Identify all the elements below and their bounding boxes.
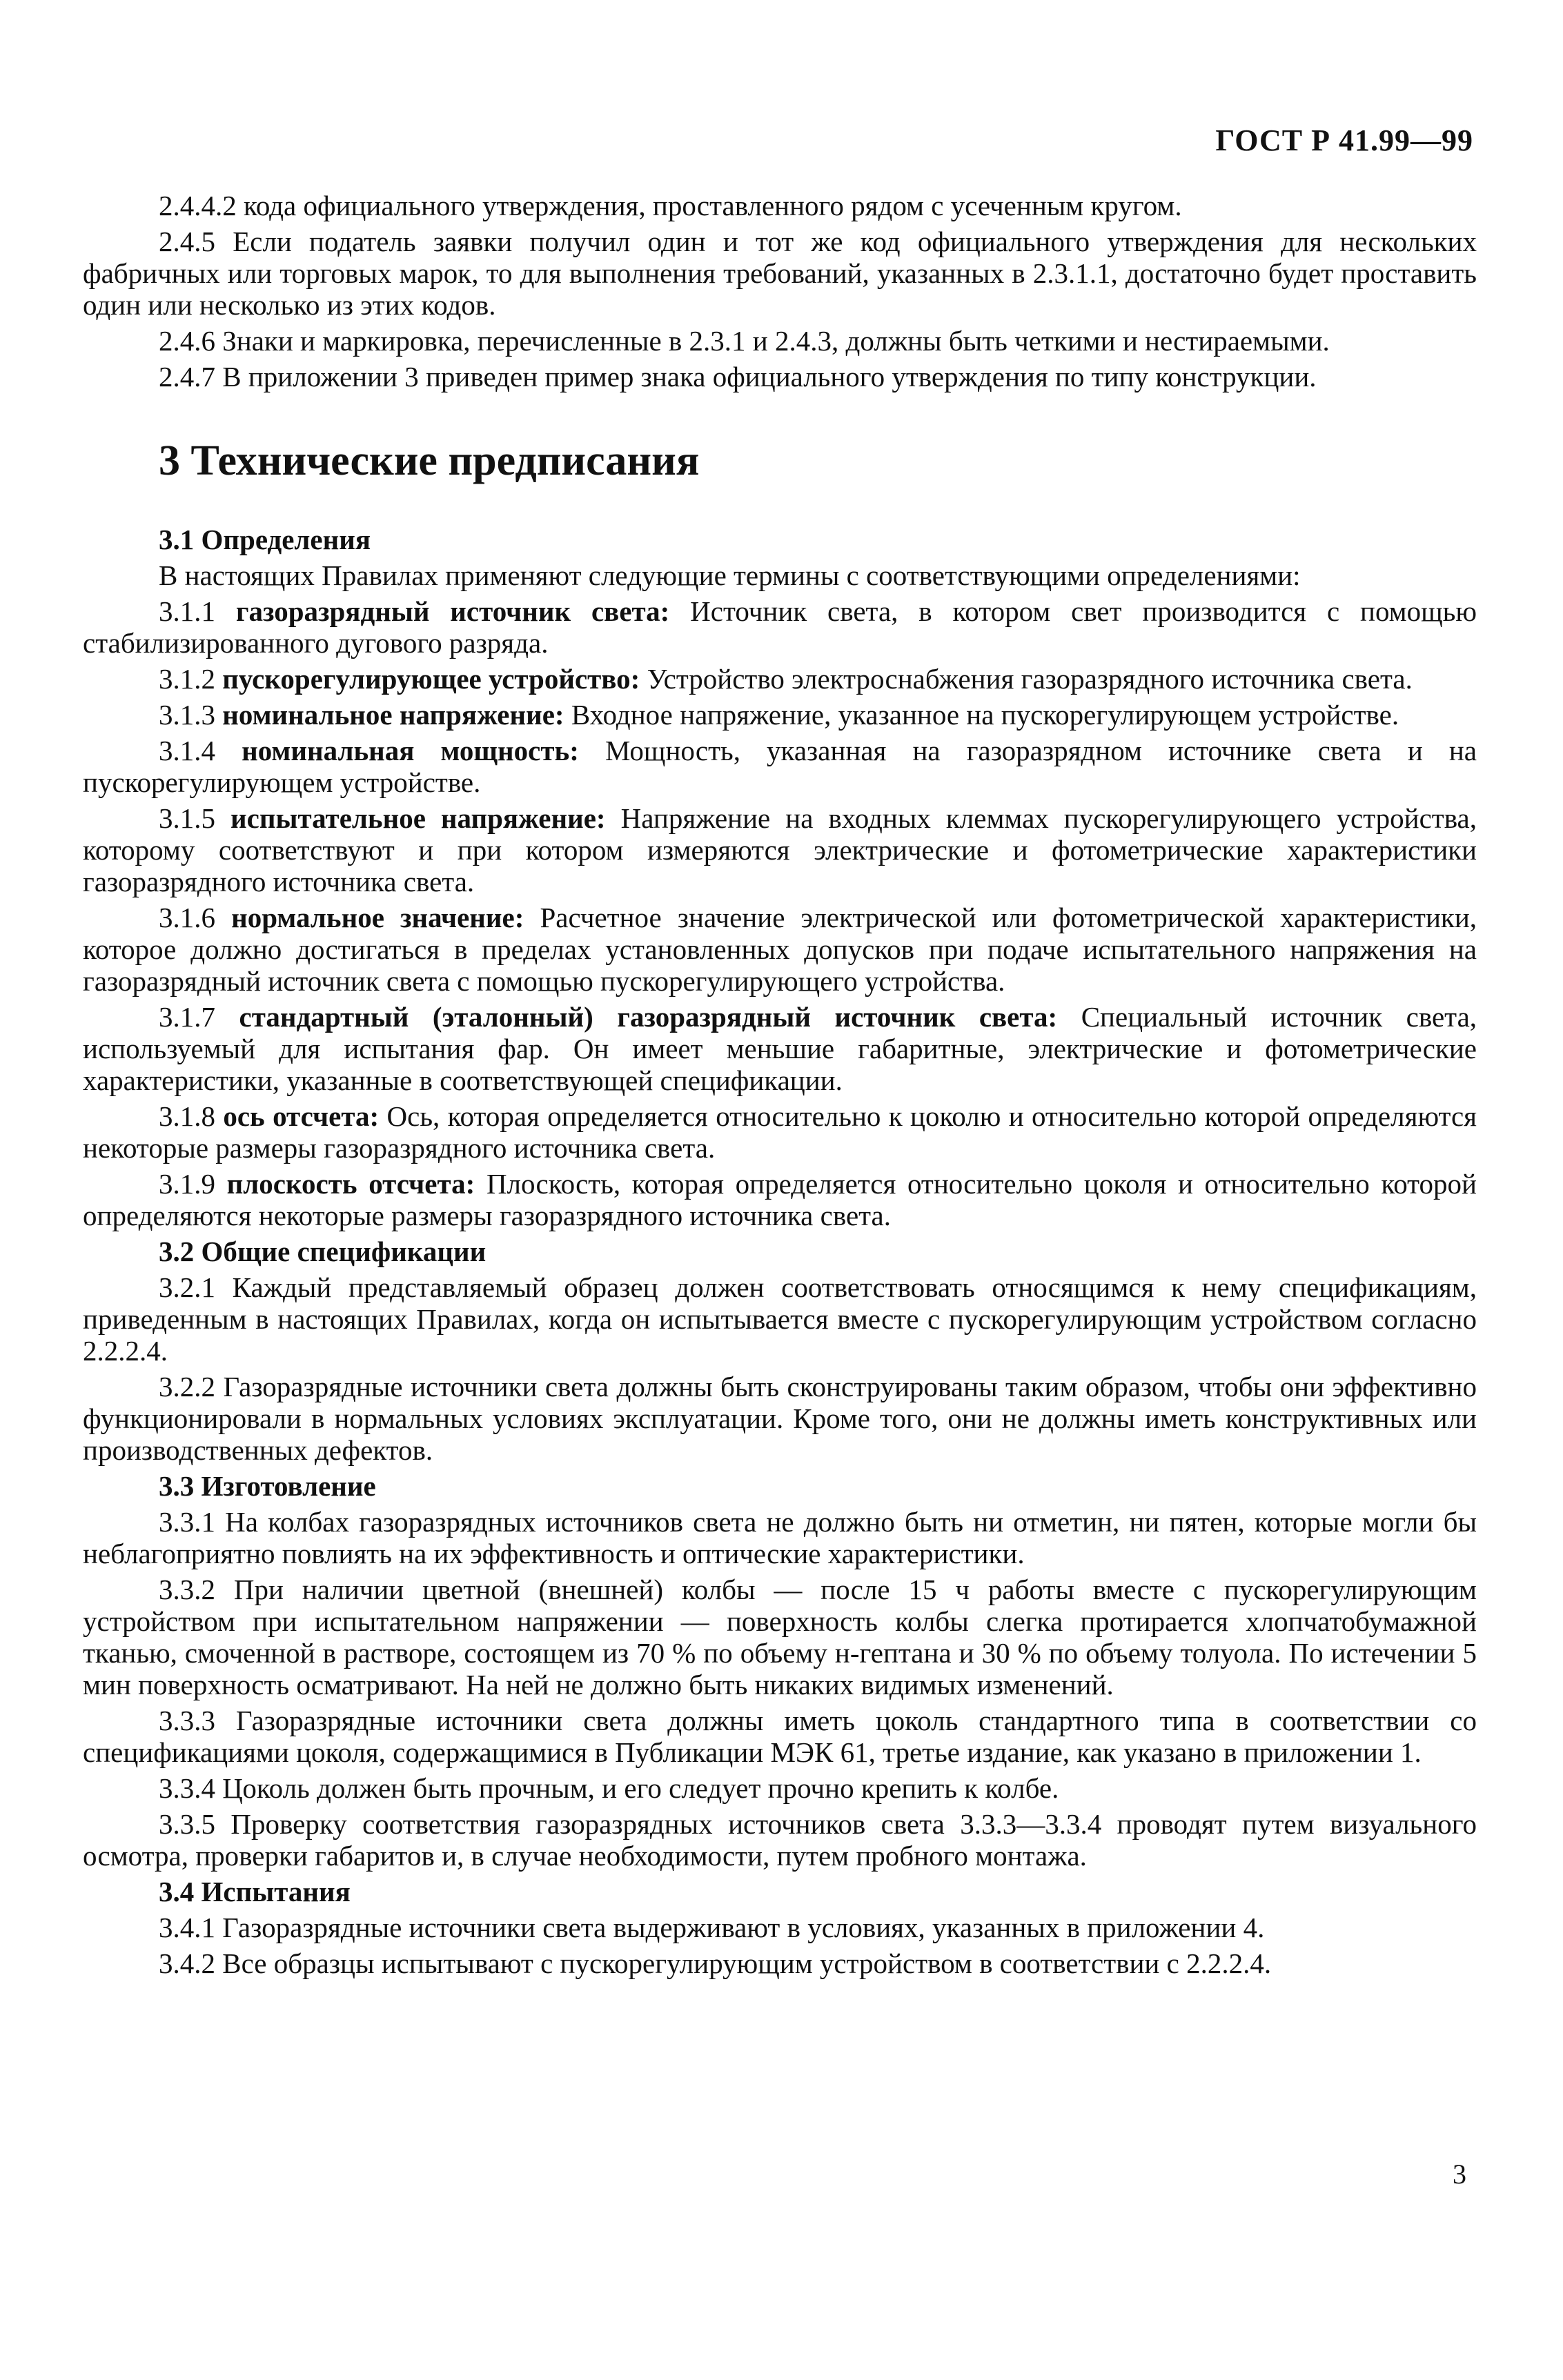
definition-term: газоразрядный источник света: <box>235 595 670 627</box>
definition-item: 3.1.1 газоразрядный источник света: Источник света, в котором свет производится с помощью стабилизированного дугового разряда. <box>83 595 1477 659</box>
paragraph-3-4-1: 3.4.1 Газоразрядные источники света выдерживают в условиях, указанных в приложении 4. <box>159 1912 1265 1943</box>
definition-item: 3.1.3 номинальное напряжение: Входное напряжение, указанное на пускорегулирующем устройстве. <box>159 699 1399 731</box>
definition-item: 3.1.8 ось отсчета: Ось, которая определяется относительно к цоколю и относительно которой определяются некоторые размеры газоразрядного источника света. <box>83 1100 1477 1164</box>
definition-term: номинальное напряжение: <box>222 699 564 731</box>
definition-item: 3.1.4 номинальная мощность: Мощность, указанная на газоразрядном источнике света и на пускорегулирующем устройстве. <box>83 735 1477 798</box>
subsection-3-3-title: 3.3 Изготовление <box>159 1470 376 1502</box>
subsection-3-2-title: 3.2 Общие спецификации <box>159 1236 486 1267</box>
page-number: 3 <box>1453 2159 1466 2190</box>
definitions-intro: В настоящих Правилах применяют следующие термины с соответствующими определениями: <box>159 559 1301 591</box>
paragraph-3-4-2: 3.4.2 Все образцы испытывают с пускорегулирующим устройством в соответствии с 2.2.2.4. <box>159 1947 1272 1979</box>
subsection-3-4-title: 3.4 Испытания <box>159 1876 351 1907</box>
definition-item: 3.1.6 нормальное значение: Расчетное значение электрической или фотометрической характеристики, которое должно достигаться в пределах установленных допусков при подаче испытательного напряжения на газоразрядный источник света с помощью пускорегулирующего устройства. <box>83 902 1477 997</box>
paragraph-2-4-5: 2.4.5 Если податель заявки получил один и тот же код официального утверждения для нескольких фабричных или торговых марок, то для выполнения требований, указанных в 2.3.1.1, достаточно будет проставить один или несколько из этих кодов. <box>83 226 1477 321</box>
subsection-3-1-title: 3.1 Определения <box>159 524 371 555</box>
definition-item: 3.1.5 испытательное напряжение: Напряжение на входных клеммах пускорегулирующего устройства, которому соответствуют и при котором измеряются электрические и фотометрические характеристики газоразрядного источника света. <box>83 802 1477 898</box>
definition-term: номинальная мощность: <box>242 735 579 766</box>
section-3-title: 3 Технические предписания <box>159 437 700 484</box>
definition-item: 3.1.2 пускорегулирующее устройство: Устройство электроснабжения газоразрядного источника света. <box>159 663 1413 695</box>
definition-item: 3.1.7 стандартный (эталонный) газоразрядный источник света: Специальный источник света, используемый для испытания фар. Он имеет меньшие габаритные, электрические и фотометрические характеристики, указанные в соответствующей спецификации. <box>83 1001 1477 1096</box>
paragraph-2-4-4-2: 2.4.4.2 кода официального утверждения, проставленного рядом с усеченным кругом. <box>159 190 1182 221</box>
paragraph-3-3-4: 3.3.4 Цоколь должен быть прочным, и его следует прочно крепить к колбе. <box>159 1772 1059 1804</box>
definition-term: плоскость отсчета: <box>226 1168 475 1200</box>
paragraph-3-2-2: 3.2.2 Газоразрядные источники света должны быть сконструированы таким образом, чтобы они эффективно функционировали в нормальных условиях эксплуатации. Кроме того, они не должны иметь конструктивных или производственных дефектов. <box>83 1371 1477 1466</box>
paragraph-3-3-5: 3.3.5 Проверку соответствия газоразрядных источников света 3.3.3—3.3.4 проводят путем визуального осмотра, проверки габаритов и, в случае необходимости, путем пробного монтажа. <box>83 1808 1477 1872</box>
definition-item: 3.1.9 плоскость отсчета: Плоскость, которая определяется относительно цоколя и относительно которой определяются некоторые размеры газоразрядного источника света. <box>83 1168 1477 1231</box>
paragraph-3-3-3: 3.3.3 Газоразрядные источники света должны иметь цоколь стандартного типа в соответствии со спецификациями цоколя, содержащимися в Публикации МЭК 61, третье издание, как указано в приложении 1. <box>83 1705 1477 1768</box>
definition-term: испытательное напряжение: <box>230 802 606 834</box>
paragraph-3-2-1: 3.2.1 Каждый представляемый образец должен соответствовать относящимся к нему спецификациям, приведенным в настоящих Правилах, когда он испытывается вместе с пускорегулирующим устройством согласно 2.2.2.4. <box>83 1271 1477 1367</box>
paragraph-3-3-1: 3.3.1 На колбах газоразрядных источников света не должно быть ни отметин, ни пятен, которые могли бы неблагоприятно повлиять на их эффективность и оптические характеристики. <box>83 1506 1477 1569</box>
paragraph-3-3-2: 3.3.2 При наличии цветной (внешней) колбы — после 15 ч работы вместе с пускорегулирующим устройством при испытательном напряжении — поверхность колбы слегка протирается хлопчатобумажной тканью, смоченной в растворе, состоящем из 70 % по объему н-гептана и 30 % по объему толуола. По истечении 5 мин поверхность осматривают. На ней не должно быть никаких видимых изменений. <box>83 1574 1477 1700</box>
paragraph-2-4-7: 2.4.7 В приложении 3 приведен пример знака официального утверждения по типу конструкции. <box>159 361 1317 393</box>
definition-term: стандартный (эталонный) газоразрядный источник света: <box>239 1001 1058 1033</box>
paragraph-2-4-6: 2.4.6 Знаки и маркировка, перечисленные в 2.3.1 и 2.4.3, должны быть четкими и нестираемыми. <box>159 325 1330 357</box>
definition-term: нормальное значение: <box>231 902 524 933</box>
definition-term: ось отсчета: <box>223 1100 380 1132</box>
document-body <box>83 190 1477 1983</box>
document-code: ГОСТ Р 41.99—99 <box>1215 123 1473 157</box>
definition-term: пускорегулирующее устройство: <box>222 663 640 695</box>
